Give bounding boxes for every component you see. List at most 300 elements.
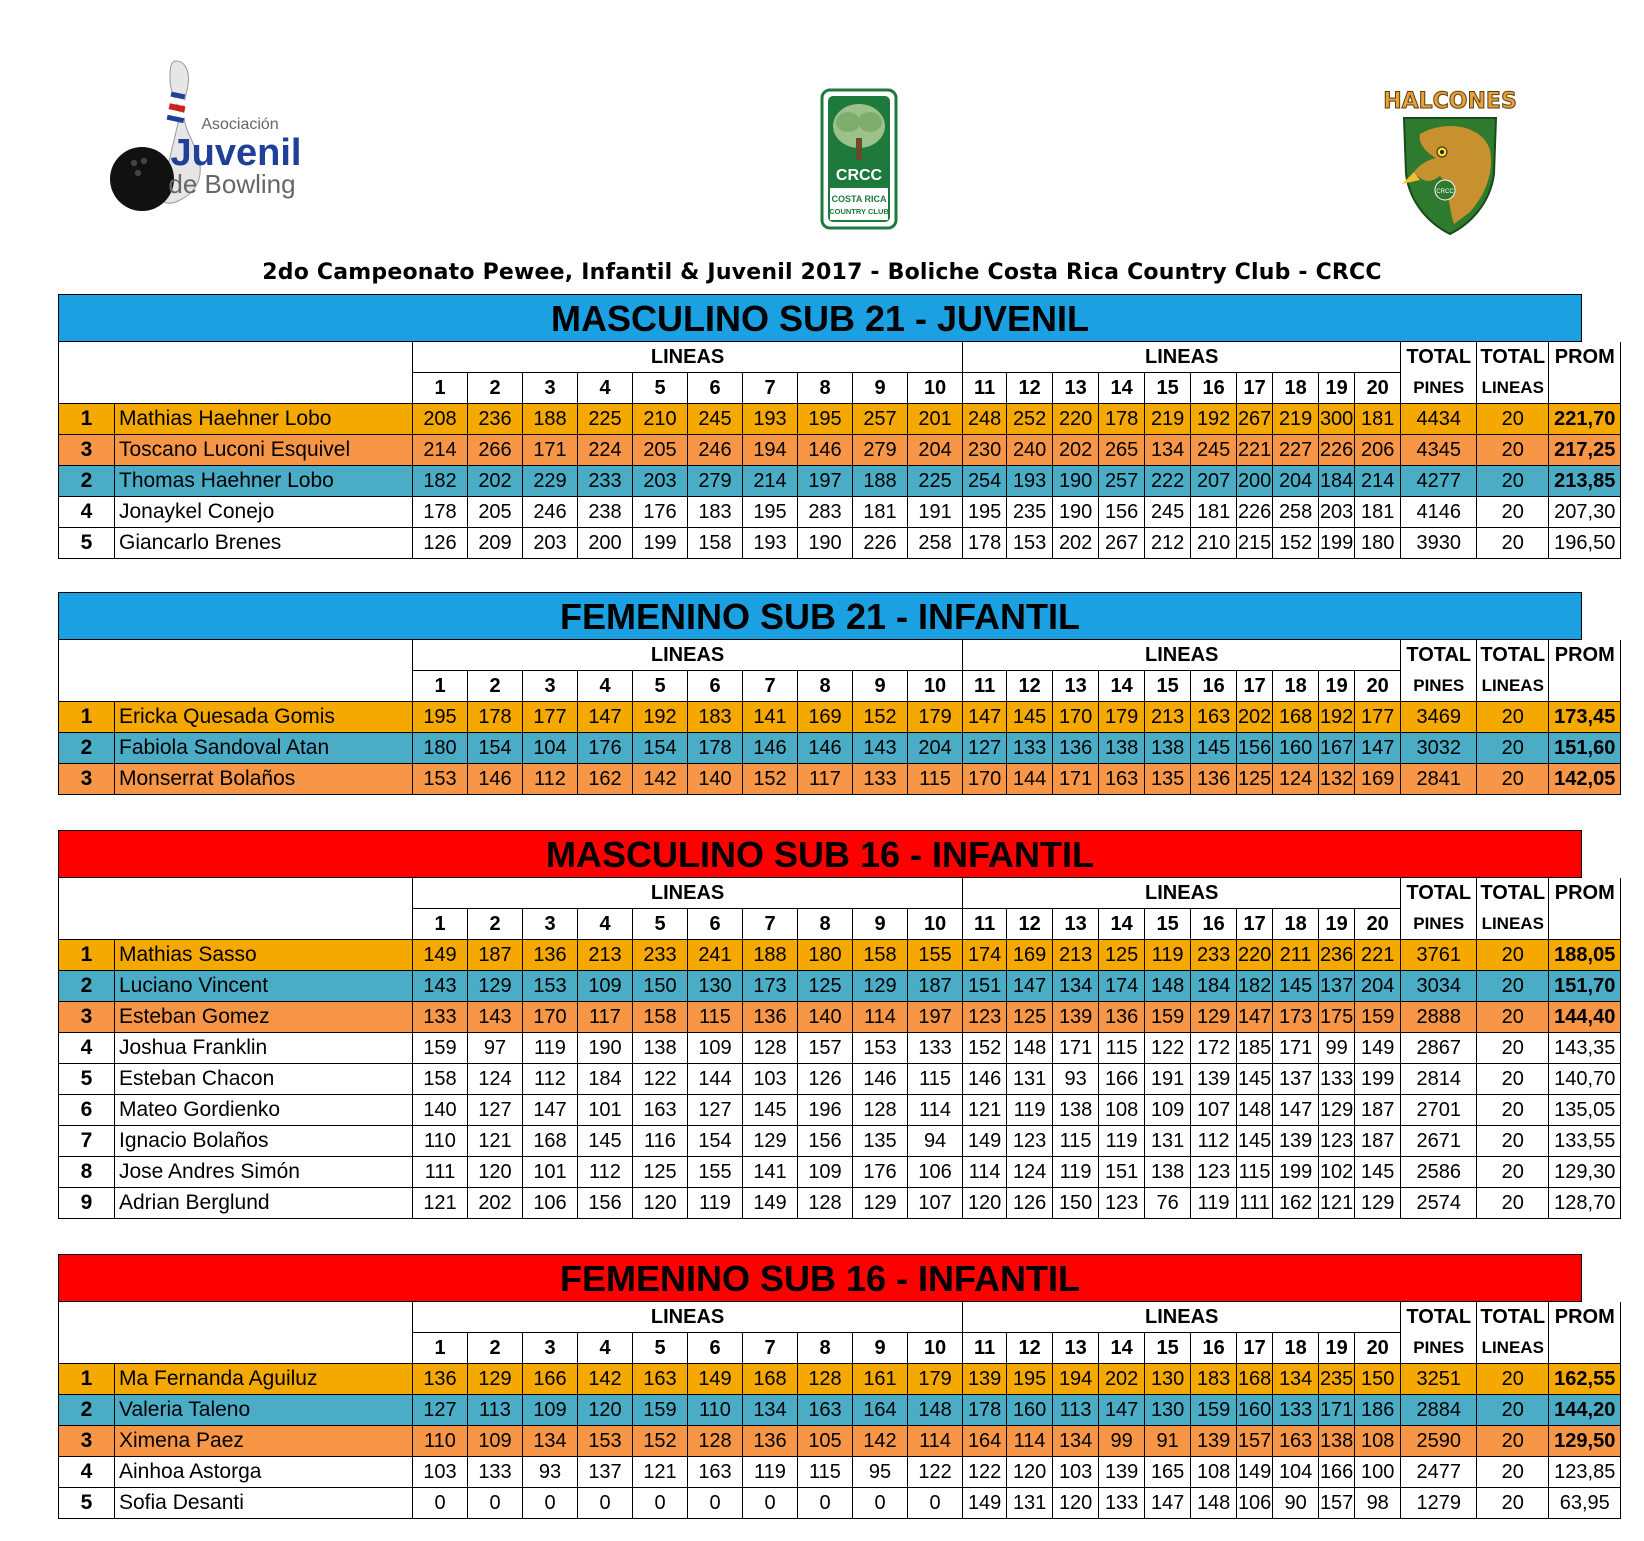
score-game-6: 115 [688, 1002, 743, 1033]
score-game-17: 185 [1237, 1033, 1273, 1064]
score-game-1: 111 [413, 1157, 468, 1188]
table-row [59, 1033, 1621, 1064]
score-game-4: 0 [578, 1488, 633, 1519]
header-game-1: 1 [413, 1333, 468, 1364]
score-game-14: 267 [1099, 528, 1145, 559]
total-lineas: 20 [1477, 1126, 1549, 1157]
score-game-8: 163 [798, 1395, 853, 1426]
score-game-19: 157 [1319, 1488, 1355, 1519]
score-game-7: 145 [743, 1095, 798, 1126]
header-lineas-11-20: LINEAS [963, 878, 1401, 909]
score-game-15: 191 [1145, 1064, 1191, 1095]
score-game-6: 154 [688, 1126, 743, 1157]
player-name: Luciano Vincent [115, 971, 413, 1002]
player-name: Jose Andres Simón [115, 1157, 413, 1188]
score-game-17: 160 [1237, 1395, 1273, 1426]
score-game-3: 112 [523, 764, 578, 795]
header-game-8: 8 [798, 671, 853, 702]
rank-cell: 6 [59, 1095, 115, 1126]
score-game-9: 181 [853, 497, 908, 528]
score-game-7: 129 [743, 1126, 798, 1157]
table-row [59, 1002, 1621, 1033]
score-game-9: 153 [853, 1033, 908, 1064]
score-game-18: 133 [1273, 1395, 1319, 1426]
section-title: FEMENINO SUB 21 - INFANTIL [58, 592, 1582, 640]
header-game-19: 19 [1319, 1333, 1355, 1364]
score-game-20: 181 [1355, 404, 1401, 435]
score-game-19: 133 [1319, 1064, 1355, 1095]
score-game-16: 139 [1191, 1426, 1237, 1457]
section-1 [58, 294, 1616, 559]
header-game-14: 14 [1099, 909, 1145, 940]
score-game-18: 124 [1273, 764, 1319, 795]
score-game-17: 215 [1237, 528, 1273, 559]
score-game-13: 93 [1053, 1064, 1099, 1095]
rank-cell: 8 [59, 1157, 115, 1188]
header-game-17: 17 [1237, 373, 1273, 404]
score-game-3: 171 [523, 435, 578, 466]
score-game-15: 122 [1145, 1033, 1191, 1064]
header-game-18: 18 [1273, 373, 1319, 404]
header-lineas-count: LINEAS [1477, 909, 1549, 940]
header-game-2: 2 [468, 671, 523, 702]
header-row-1 [59, 878, 1621, 909]
header-game-17: 17 [1237, 671, 1273, 702]
total-lineas: 20 [1477, 404, 1549, 435]
score-game-14: 156 [1099, 497, 1145, 528]
table-row [59, 1126, 1621, 1157]
score-game-14: 133 [1099, 1488, 1145, 1519]
score-game-19: 175 [1319, 1002, 1355, 1033]
rank-cell: 3 [59, 764, 115, 795]
score-game-18: 90 [1273, 1488, 1319, 1519]
score-game-9: 279 [853, 435, 908, 466]
score-game-11: 120 [963, 1188, 1007, 1219]
score-game-9: 129 [853, 1188, 908, 1219]
score-game-14: 123 [1099, 1188, 1145, 1219]
rank-cell: 5 [59, 1064, 115, 1095]
header-game-18: 18 [1273, 1333, 1319, 1364]
score-game-10: 204 [908, 435, 963, 466]
table-row [59, 497, 1621, 528]
header-game-18: 18 [1273, 909, 1319, 940]
score-game-13: 190 [1053, 466, 1099, 497]
score-game-16: 119 [1191, 1188, 1237, 1219]
header-game-9: 9 [853, 909, 908, 940]
total-lineas: 20 [1477, 528, 1549, 559]
score-game-13: 119 [1053, 1157, 1099, 1188]
score-game-12: 126 [1007, 1188, 1053, 1219]
score-game-14: 147 [1099, 1395, 1145, 1426]
score-game-14: 265 [1099, 435, 1145, 466]
score-game-8: 128 [798, 1364, 853, 1395]
score-game-8: 126 [798, 1064, 853, 1095]
score-game-5: 192 [633, 702, 688, 733]
score-game-17: 157 [1237, 1426, 1273, 1457]
table-row [59, 1426, 1621, 1457]
header-game-11: 11 [963, 671, 1007, 702]
svg-text:de Bowling: de Bowling [168, 169, 296, 199]
score-game-5: 163 [633, 1095, 688, 1126]
header-game-15: 15 [1145, 909, 1191, 940]
player-name: Giancarlo Brenes [115, 528, 413, 559]
score-table [58, 342, 1621, 559]
total-pines: 2888 [1401, 1002, 1477, 1033]
player-name: Fabiola Sandoval Atan [115, 733, 413, 764]
score-game-5: 121 [633, 1457, 688, 1488]
score-game-19: 138 [1319, 1426, 1355, 1457]
header-prom: PROM [1549, 1302, 1621, 1333]
halcones-logo [1383, 84, 1517, 236]
header-blank [59, 1302, 413, 1333]
score-game-4: 101 [578, 1095, 633, 1126]
score-game-19: 167 [1319, 733, 1355, 764]
section-title: FEMENINO SUB 16 - INFANTIL [58, 1254, 1582, 1302]
score-game-13: 136 [1053, 733, 1099, 764]
score-game-4: 145 [578, 1126, 633, 1157]
header-total-lineas: TOTAL [1477, 342, 1549, 373]
score-game-4: 190 [578, 1033, 633, 1064]
score-game-20: 214 [1355, 466, 1401, 497]
score-game-18: 168 [1273, 702, 1319, 733]
score-game-1: 178 [413, 497, 468, 528]
header-game-16: 16 [1191, 1333, 1237, 1364]
score-game-7: 168 [743, 1364, 798, 1395]
score-game-18: 163 [1273, 1426, 1319, 1457]
header-lineas-11-20: LINEAS [963, 640, 1401, 671]
score-game-6: 149 [688, 1364, 743, 1395]
table-row [59, 1488, 1621, 1519]
score-game-2: 146 [468, 764, 523, 795]
total-lineas: 20 [1477, 764, 1549, 795]
rank-cell: 3 [59, 1426, 115, 1457]
total-pines: 3930 [1401, 528, 1477, 559]
score-game-19: 300 [1319, 404, 1355, 435]
score-game-5: 199 [633, 528, 688, 559]
score-game-3: 93 [523, 1457, 578, 1488]
score-game-7: 193 [743, 528, 798, 559]
score-table [58, 640, 1621, 795]
score-game-19: 123 [1319, 1126, 1355, 1157]
score-game-10: 133 [908, 1033, 963, 1064]
svg-text:HALCONES: HALCONES [1383, 89, 1517, 114]
score-game-15: 131 [1145, 1126, 1191, 1157]
score-game-20: 169 [1355, 764, 1401, 795]
total-lineas: 20 [1477, 1364, 1549, 1395]
score-game-8: 128 [798, 1188, 853, 1219]
score-game-13: 134 [1053, 971, 1099, 1002]
header-prom-blank [1549, 909, 1621, 940]
score-game-5: 159 [633, 1395, 688, 1426]
header-lineas-1-10: LINEAS [413, 1302, 963, 1333]
player-name: Toscano Luconi Esquivel [115, 435, 413, 466]
score-game-3: 203 [523, 528, 578, 559]
score-game-15: 219 [1145, 404, 1191, 435]
header-game-15: 15 [1145, 671, 1191, 702]
score-game-11: 230 [963, 435, 1007, 466]
header-blank [59, 909, 413, 940]
header-blank [59, 373, 413, 404]
header-blank [59, 1333, 413, 1364]
svg-text:COSTA RICA: COSTA RICA [831, 194, 887, 204]
header-row-1 [59, 640, 1621, 671]
score-game-2: 121 [468, 1126, 523, 1157]
score-game-1: 110 [413, 1126, 468, 1157]
header-game-10: 10 [908, 373, 963, 404]
score-game-10: 155 [908, 940, 963, 971]
rank-cell: 4 [59, 497, 115, 528]
score-game-4: 233 [578, 466, 633, 497]
score-game-3: 101 [523, 1157, 578, 1188]
score-game-11: 178 [963, 528, 1007, 559]
header-game-6: 6 [688, 909, 743, 940]
score-game-13: 103 [1053, 1457, 1099, 1488]
score-game-4: 142 [578, 1364, 633, 1395]
prom-value: 129,50 [1549, 1426, 1621, 1457]
player-name: Adrian Berglund [115, 1188, 413, 1219]
prom-value: 173,45 [1549, 702, 1621, 733]
score-game-17: 111 [1237, 1188, 1273, 1219]
score-game-11: 147 [963, 702, 1007, 733]
score-game-7: 173 [743, 971, 798, 1002]
total-lineas: 20 [1477, 971, 1549, 1002]
score-game-14: 139 [1099, 1457, 1145, 1488]
score-game-14: 119 [1099, 1126, 1145, 1157]
score-game-17: 148 [1237, 1095, 1273, 1126]
total-lineas: 20 [1477, 1033, 1549, 1064]
score-game-20: 187 [1355, 1095, 1401, 1126]
player-name: Jonaykel Conejo [115, 497, 413, 528]
header-blank [59, 878, 413, 909]
score-game-14: 166 [1099, 1064, 1145, 1095]
header-total-pines: TOTAL [1401, 640, 1477, 671]
score-game-2: 154 [468, 733, 523, 764]
score-game-8: 156 [798, 1126, 853, 1157]
score-game-11: 170 [963, 764, 1007, 795]
score-game-18: 258 [1273, 497, 1319, 528]
score-game-5: 0 [633, 1488, 688, 1519]
score-game-11: 127 [963, 733, 1007, 764]
score-game-20: 100 [1355, 1457, 1401, 1488]
score-game-12: 114 [1007, 1426, 1053, 1457]
score-game-14: 136 [1099, 1002, 1145, 1033]
score-game-17: 221 [1237, 435, 1273, 466]
header-game-7: 7 [743, 909, 798, 940]
score-game-9: 129 [853, 971, 908, 1002]
score-game-18: 147 [1273, 1095, 1319, 1126]
score-game-11: 149 [963, 1126, 1007, 1157]
header-game-13: 13 [1053, 373, 1099, 404]
score-game-1: 208 [413, 404, 468, 435]
score-game-18: 152 [1273, 528, 1319, 559]
score-game-14: 115 [1099, 1033, 1145, 1064]
score-game-5: 176 [633, 497, 688, 528]
score-game-1: 214 [413, 435, 468, 466]
score-game-2: 202 [468, 466, 523, 497]
score-game-5: 138 [633, 1033, 688, 1064]
svg-text:COUNTRY CLUB: COUNTRY CLUB [829, 207, 889, 216]
score-game-8: 169 [798, 702, 853, 733]
prom-value: 217,25 [1549, 435, 1621, 466]
score-game-11: 254 [963, 466, 1007, 497]
score-game-12: 160 [1007, 1395, 1053, 1426]
score-game-7: 141 [743, 1157, 798, 1188]
score-game-9: 152 [853, 702, 908, 733]
score-game-6: 155 [688, 1157, 743, 1188]
score-game-7: 152 [743, 764, 798, 795]
header-game-16: 16 [1191, 909, 1237, 940]
total-pines: 3761 [1401, 940, 1477, 971]
score-game-4: 200 [578, 528, 633, 559]
score-game-11: 178 [963, 1395, 1007, 1426]
score-game-13: 220 [1053, 404, 1099, 435]
score-game-3: 106 [523, 1188, 578, 1219]
header-game-15: 15 [1145, 373, 1191, 404]
score-game-2: 205 [468, 497, 523, 528]
score-game-11: 149 [963, 1488, 1007, 1519]
score-game-6: 119 [688, 1188, 743, 1219]
score-game-2: 202 [468, 1188, 523, 1219]
header-game-1: 1 [413, 909, 468, 940]
score-game-12: 123 [1007, 1126, 1053, 1157]
score-game-20: 177 [1355, 702, 1401, 733]
header-game-14: 14 [1099, 671, 1145, 702]
header-lineas-count: LINEAS [1477, 1333, 1549, 1364]
score-game-17: 145 [1237, 1126, 1273, 1157]
table-row [59, 1364, 1621, 1395]
score-game-10: 187 [908, 971, 963, 1002]
total-pines: 2814 [1401, 1064, 1477, 1095]
table-row [59, 702, 1621, 733]
header-game-3: 3 [523, 1333, 578, 1364]
score-game-16: 192 [1191, 404, 1237, 435]
score-game-20: 149 [1355, 1033, 1401, 1064]
score-game-6: 109 [688, 1033, 743, 1064]
score-game-7: 141 [743, 702, 798, 733]
table-row [59, 1095, 1621, 1126]
score-game-10: 204 [908, 733, 963, 764]
score-game-14: 174 [1099, 971, 1145, 1002]
score-game-7: 134 [743, 1395, 798, 1426]
score-game-5: 154 [633, 733, 688, 764]
total-pines: 3469 [1401, 702, 1477, 733]
score-game-6: 128 [688, 1426, 743, 1457]
score-game-1: 133 [413, 1002, 468, 1033]
header-game-1: 1 [413, 671, 468, 702]
score-game-9: 176 [853, 1157, 908, 1188]
score-game-4: 112 [578, 1157, 633, 1188]
score-game-13: 202 [1053, 435, 1099, 466]
total-pines: 2841 [1401, 764, 1477, 795]
header-game-2: 2 [468, 1333, 523, 1364]
prom-value: 213,85 [1549, 466, 1621, 497]
header-game-9: 9 [853, 1333, 908, 1364]
score-game-8: 146 [798, 435, 853, 466]
rank-cell: 7 [59, 1126, 115, 1157]
score-game-14: 125 [1099, 940, 1145, 971]
header-game-20: 20 [1355, 671, 1401, 702]
score-game-10: 191 [908, 497, 963, 528]
score-game-5: 120 [633, 1188, 688, 1219]
header-game-7: 7 [743, 671, 798, 702]
header-pines: PINES [1401, 909, 1477, 940]
header-row-1 [59, 1302, 1621, 1333]
score-game-15: 138 [1145, 733, 1191, 764]
score-game-7: 149 [743, 1188, 798, 1219]
score-game-9: 226 [853, 528, 908, 559]
score-game-3: 119 [523, 1033, 578, 1064]
score-game-20: 186 [1355, 1395, 1401, 1426]
score-game-1: 143 [413, 971, 468, 1002]
score-game-19: 99 [1319, 1033, 1355, 1064]
score-game-3: 109 [523, 1395, 578, 1426]
header-lineas-count: LINEAS [1477, 671, 1549, 702]
score-game-1: 136 [413, 1364, 468, 1395]
header-game-19: 19 [1319, 373, 1355, 404]
score-game-6: 183 [688, 702, 743, 733]
score-game-3: 104 [523, 733, 578, 764]
table-row [59, 1395, 1621, 1426]
score-game-9: 188 [853, 466, 908, 497]
score-game-11: 121 [963, 1095, 1007, 1126]
score-game-10: 179 [908, 702, 963, 733]
score-game-11: 151 [963, 971, 1007, 1002]
prom-value: 221,70 [1549, 404, 1621, 435]
score-game-12: 240 [1007, 435, 1053, 466]
header-game-9: 9 [853, 671, 908, 702]
score-game-12: 120 [1007, 1457, 1053, 1488]
score-game-16: 210 [1191, 528, 1237, 559]
score-game-18: 139 [1273, 1126, 1319, 1157]
rank-cell: 2 [59, 466, 115, 497]
header-game-20: 20 [1355, 373, 1401, 404]
header-prom-blank [1549, 671, 1621, 702]
header-total-lineas: TOTAL [1477, 640, 1549, 671]
score-game-16: 183 [1191, 1364, 1237, 1395]
score-game-2: 187 [468, 940, 523, 971]
score-game-10: 94 [908, 1126, 963, 1157]
header-total-pines: TOTAL [1401, 342, 1477, 373]
score-game-4: 120 [578, 1395, 633, 1426]
total-pines: 2586 [1401, 1157, 1477, 1188]
header-game-5: 5 [633, 909, 688, 940]
score-game-15: 130 [1145, 1364, 1191, 1395]
header-row-1 [59, 342, 1621, 373]
total-pines: 3034 [1401, 971, 1477, 1002]
score-game-20: 147 [1355, 733, 1401, 764]
header-game-6: 6 [688, 1333, 743, 1364]
player-name: Esteban Gomez [115, 1002, 413, 1033]
header-game-20: 20 [1355, 1333, 1401, 1364]
score-game-11: 174 [963, 940, 1007, 971]
score-game-20: 129 [1355, 1188, 1401, 1219]
score-game-15: 138 [1145, 1157, 1191, 1188]
table-row [59, 528, 1621, 559]
header-game-5: 5 [633, 373, 688, 404]
header-game-16: 16 [1191, 373, 1237, 404]
rank-cell: 3 [59, 1002, 115, 1033]
score-game-12: 133 [1007, 733, 1053, 764]
score-game-18: 134 [1273, 1364, 1319, 1395]
header-pines: PINES [1401, 671, 1477, 702]
score-game-2: 236 [468, 404, 523, 435]
score-game-3: 166 [523, 1364, 578, 1395]
score-game-2: 133 [468, 1457, 523, 1488]
total-lineas: 20 [1477, 1064, 1549, 1095]
score-game-3: 112 [523, 1064, 578, 1095]
score-game-13: 202 [1053, 528, 1099, 559]
score-game-15: 213 [1145, 702, 1191, 733]
